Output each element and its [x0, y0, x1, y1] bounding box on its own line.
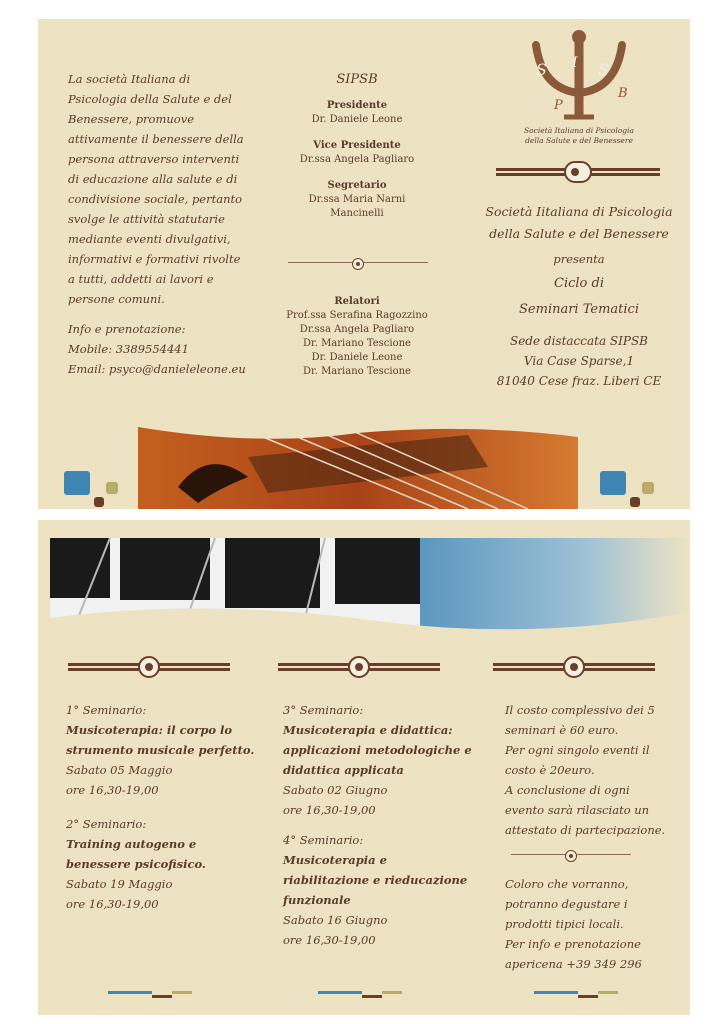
secretary-name-cont: Mancinelli [330, 208, 384, 219]
vice-president-name: Dr.ssa Angela Pagliaro [299, 154, 415, 165]
vice-president-label: Vice Presidente [313, 140, 401, 151]
intro-text-line: Benessere, promuove [68, 112, 195, 126]
strip-olive-3 [598, 991, 618, 994]
cover-divider [496, 165, 660, 179]
cost-text-line: attestato di partecipazione. [505, 823, 666, 837]
seminar1-time: ore 16,30-19,00 [66, 783, 159, 797]
cover-column [484, 201, 674, 391]
cost-text-line: A conclusione di ogni [505, 783, 630, 797]
cost-text-line: Il costo complessivo dei 5 [505, 703, 655, 717]
seminars-column-2 [283, 700, 473, 950]
seminar4-title-end: funzionale [283, 893, 351, 907]
seminar3-date: Sabato 02 Giugno [283, 783, 388, 797]
apericena-text-line: potranno degustare i [505, 897, 628, 911]
costs-text [505, 700, 685, 840]
apericena-text-line: Coloro che vorranno, [505, 877, 629, 891]
venue-line2: Via Case Sparse,1 [523, 354, 635, 368]
secretary-label: Segretario [327, 180, 387, 191]
seminar2-title-cont: benessere psicofisico. [66, 857, 206, 871]
seminar2-label: 2° Seminario: [66, 817, 147, 831]
decor-square-olive-right [642, 482, 654, 494]
violin-image [138, 427, 578, 509]
logo-caption-line2: della Salute e del Benessere [525, 136, 633, 145]
seminar1-date: Sabato 05 Maggio [66, 763, 173, 777]
seminar2-time: ore 16,30-19,00 [66, 897, 159, 911]
speaker-name: Dr. Mariano Tescione [303, 366, 411, 377]
psi-logo-icon [514, 27, 644, 122]
strip-brown-1 [152, 995, 172, 998]
intro-text-line: attivamente il benessere della [68, 132, 244, 146]
seminar2-date: Sabato 19 Maggio [66, 877, 173, 891]
decor-square-blue-right [600, 471, 626, 495]
president-name: Dr. Daniele Leone [311, 114, 403, 125]
logo-letter-i: I [572, 55, 578, 71]
ciclo-text: Ciclo di [554, 276, 604, 291]
intro-text-line: persona attraverso interventi [68, 152, 240, 166]
board-divider [288, 258, 428, 268]
seminar3-label: 3° Seminario: [283, 703, 364, 717]
seminar1-title: Musicoterapia: il corpo lo [66, 723, 233, 737]
seminar4-label: 4° Seminario: [283, 833, 364, 847]
seminar3-title-end: didattica applicata [283, 763, 404, 777]
intro-text-line: svolge le attività statutarie [68, 212, 225, 226]
secretary-name: Dr.ssa Maria Narni [308, 194, 406, 205]
strip-blue-2 [318, 991, 362, 994]
logo-letter-s2: S [598, 60, 609, 79]
venue-line1: Sede distaccata SIPSB [509, 334, 649, 348]
seminar4-title-cont: riabilitazione e rieducazione [283, 873, 468, 887]
seminar4-title: Musicoterapia e [283, 853, 387, 867]
cost-text-line: seminari è 60 euro. [505, 723, 619, 737]
column2-divider [278, 660, 440, 674]
strip-brown-3 [578, 995, 598, 998]
sipsb-logo [514, 27, 644, 157]
apericena-text-line: prodotti tipici locali. [505, 917, 624, 931]
logo-letter-p: P [554, 98, 563, 113]
seminar3-title: Musicoterapia e didattica: [283, 723, 453, 737]
seminar1-title-cont: strumento musicale perfetto. [66, 743, 255, 757]
speakers-block [276, 295, 438, 379]
cost-text-line: Per ogni singolo eventi il [505, 743, 650, 757]
speakers-list [276, 309, 438, 379]
intro-text [68, 69, 258, 309]
cost-text-line: evento sarà rilasciato un [505, 803, 650, 817]
seminar3-title-cont: applicazioni metodologiche e [283, 743, 472, 757]
apericena-text [505, 874, 685, 974]
seminars-column-1 [66, 700, 256, 914]
strip-olive-2 [382, 991, 402, 994]
costs-divider [511, 850, 631, 860]
costs-column [505, 700, 685, 974]
logo-caption-line1: Società Italiana di Psicologia [524, 126, 634, 135]
intro-column [68, 69, 258, 379]
venue-line3: 81040 Cese fraz. Liberi CE [496, 374, 662, 388]
speaker-name: Prof.ssa Serafina Ragozzino [286, 310, 428, 321]
column1-divider [68, 660, 230, 674]
decor-square-blue-left [64, 471, 90, 495]
column3-divider [493, 660, 655, 674]
intro-text-line: mediante eventi divulgativi, [68, 232, 231, 246]
logo-letter-s1: S [536, 60, 547, 79]
logo-letter-b: B [618, 86, 628, 101]
intro-text-line: Psicologia della Salute e del [68, 92, 232, 106]
piano-image [50, 538, 690, 638]
email-address: Email: psyco@danieleleone.eu [68, 362, 246, 376]
speaker-name: Dr. Mariano Tescione [303, 338, 411, 349]
org-name-line1: Società Iitaliana di Psicologia [485, 204, 673, 219]
strip-blue-1 [108, 991, 152, 994]
decor-square-brown-right [630, 497, 640, 507]
seminar2-title: Training autogeno e [66, 837, 197, 851]
intro-text-line: condivisione sociale, pertanto [68, 192, 243, 206]
seminari-title: Seminari Tematici [519, 302, 639, 317]
intro-text-line: di educazione alla salute e di [68, 172, 238, 186]
mobile-number: Mobile: 3389554441 [68, 342, 189, 356]
intro-text-line: La società Italiana di [68, 72, 191, 86]
speakers-label: Relatori [334, 296, 380, 307]
seminar3-time: ore 16,30-19,00 [283, 803, 376, 817]
cost-text-line: costo è 20euro. [505, 763, 595, 777]
decor-square-brown-left [94, 497, 104, 507]
speaker-name: Dr.ssa Angela Pagliaro [299, 324, 415, 335]
intro-text-line: persone comuni. [68, 292, 165, 306]
decor-square-olive-left [106, 482, 118, 494]
brochure-inside-panel [38, 520, 690, 1015]
info-title: Info e prenotazione: [68, 322, 186, 336]
seminar1-label: 1° Seminario: [66, 703, 147, 717]
org-name-line2: della Salute e del Benessere [489, 226, 669, 241]
presenta-text: presenta [553, 252, 605, 266]
apericena-text-line: Per info e prenotazione [505, 937, 641, 951]
intro-text-line: informativi e formativi rivolte [68, 252, 241, 266]
seminar4-date: Sabato 16 Giugno [283, 913, 388, 927]
president-label: Presidente [326, 100, 388, 111]
strip-brown-2 [362, 995, 382, 998]
strip-blue-3 [534, 991, 578, 994]
seminar4-time: ore 16,30-19,00 [283, 933, 376, 947]
board-column [276, 69, 438, 221]
sipsb-title: SIPSB [336, 72, 378, 87]
apericena-text-line: apericena +39 349 296 [505, 957, 642, 971]
speaker-name: Dr. Daniele Leone [311, 352, 403, 363]
intro-text-line: a tutti, addetti ai lavori e [68, 272, 214, 286]
strip-olive-1 [172, 991, 192, 994]
brochure-outside-panel [38, 19, 690, 509]
